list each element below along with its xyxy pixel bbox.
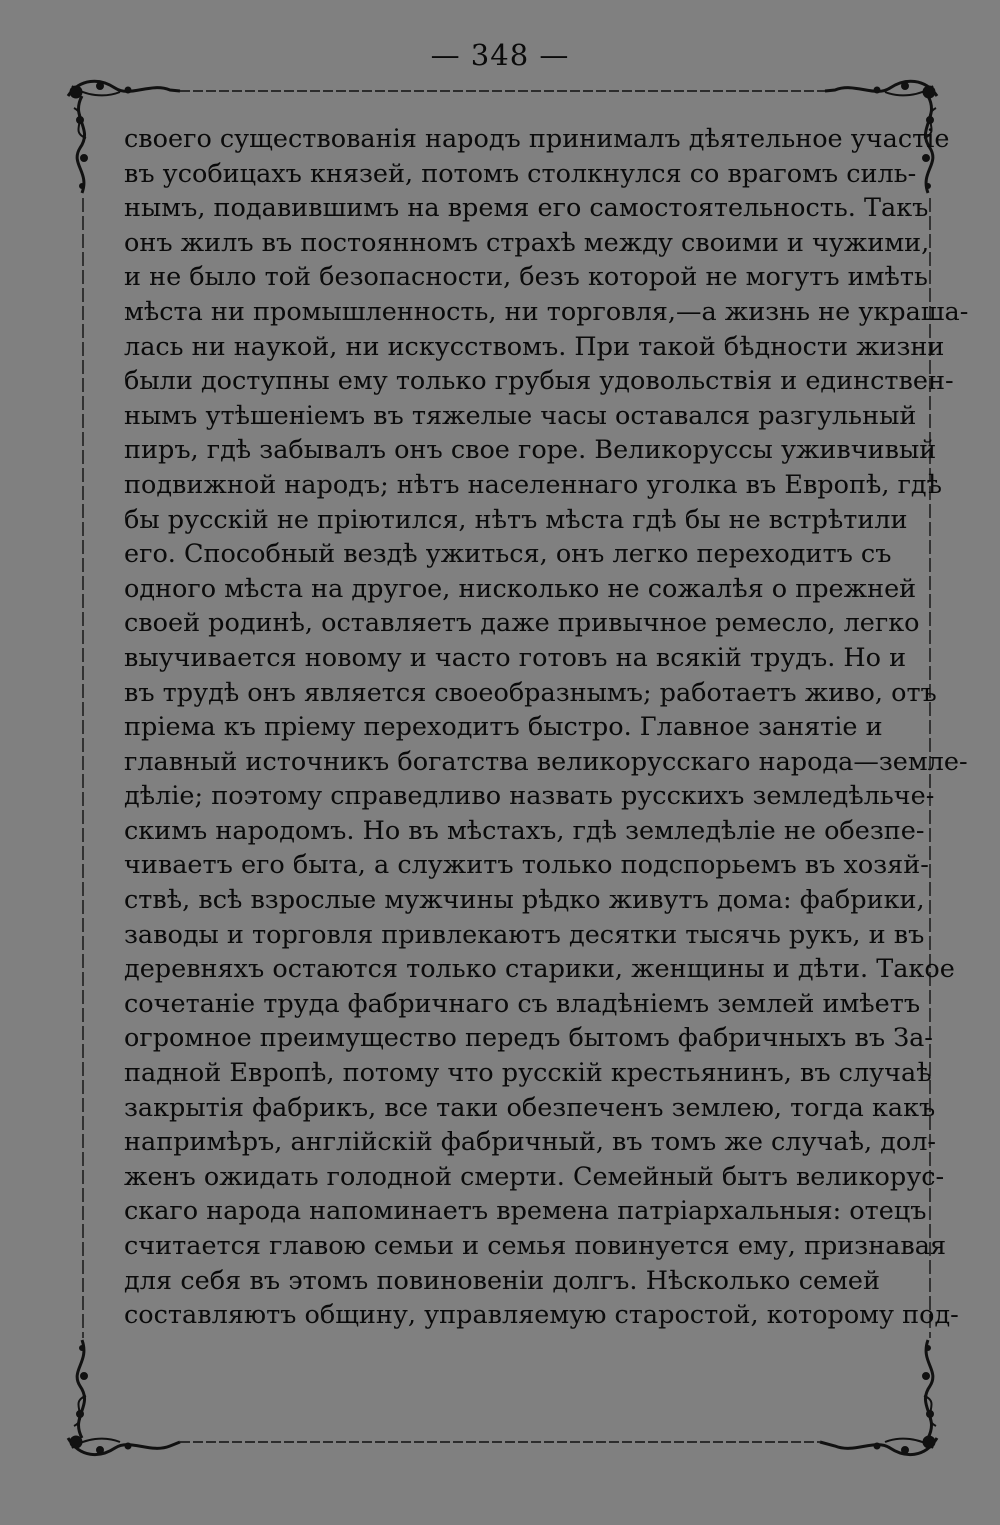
text-line: деревняхъ остаются только старики, женщины и дѣти. Такое [124,954,955,985]
text-line: дѣліе; поэтому справедливо назвать русскихъ земледѣльче- [124,781,935,812]
body-text [124,122,969,1333]
text-line: считается главою семьи и семья повинуется ему, признавая [124,1231,947,1261]
page-number: — 348 — [430,38,570,72]
text-line: своего существованія народъ принималъ дѣятельное участіе [124,124,950,154]
text-line: составляютъ общину, управляемую старостой, которому под- [124,1300,959,1331]
text-line: заводы и торговля привлекаютъ десятки тысячь рукъ, и въ [124,919,925,950]
text-line: подвижной народъ; нѣтъ населеннаго уголка въ Европѣ, гдѣ [124,469,943,500]
text-line: нымъ утѣшеніемъ въ тяжелые часы оставался разгульный [124,400,917,431]
text-line: нымъ, подавившимъ на время его самостоятельность. Такъ [124,193,929,224]
text-line: своей родинѣ, оставляетъ даже привычное ремесло, легко [124,608,920,639]
text-line: для себя въ этомъ повиновеніи долгъ. Нѣсколько семей [124,1265,880,1296]
text-line: огромное преимущество передъ бытомъ фабричныхъ въ За- [124,1023,933,1054]
text-line: и не было той безопасности, безъ которой не могутъ имѣть [124,262,928,293]
corner-ornament-bottom-right [820,1340,937,1455]
text-line: падной Европѣ, потому что русскій крестьянинъ, въ случаѣ [124,1058,932,1089]
text-line: были доступны ему только грубыя удовольствія и единствен- [124,366,954,397]
text-line: выучивается новому и часто готовъ на всякій трудъ. Но и [124,642,907,673]
text-line: въ трудѣ онъ является своеобразнымъ; работаетъ живо, отъ [124,677,937,708]
corner-ornament-bottom-left [68,1340,180,1455]
text-line: сочетаніе труда фабричнаго съ владѣніемъ землей имѣетъ [124,988,921,1019]
text-line: ствѣ, всѣ взрослые мужчины рѣдко живутъ дома: фабрики, [124,885,925,916]
text-line: бы русскій не пріютился, нѣтъ мѣста гдѣ бы не встрѣтили [124,504,908,535]
text-line: главный источникъ богатства великорусскаго народа—земле- [124,746,968,777]
text-line: женъ ожидать голодной смерти. Семейный бытъ великорус- [124,1161,945,1192]
text-line: его. Способный вездѣ ужиться, онъ легко переходитъ съ [124,539,892,570]
text-line: скимъ народомъ. Но въ мѣстахъ, гдѣ земледѣліе не обезпе- [124,815,925,846]
text-line: въ усобицахъ князей, потомъ столкнулся со врагомъ силь- [124,158,917,189]
text-line: чиваетъ его быта, а служитъ только подспорьемъ въ хозяй- [124,850,929,881]
text-line: скаго народа напоминаетъ времена патріархальныя: отецъ [124,1196,927,1227]
text-line: пиръ, гдѣ забывалъ онъ свое горе. Великоруссы уживчивый [124,435,937,466]
text-line: напримѣръ, англійскій фабричный, въ томъ же случаѣ, дол- [124,1127,937,1158]
text-line: мѣста ни промышленность, ни торговля,—а жизнь не украша- [124,296,969,327]
text-line: лась ни наукой, ни искусствомъ. При такой бѣдности жизни [124,331,945,362]
text-line: закрытія фабрикъ, все таки обезпеченъ землею, тогда какъ [124,1092,936,1123]
text-line: пріема къ пріему переходитъ быстро. Главное занятіе и [124,712,883,743]
text-line: одного мѣста на другое, нисколько не сожалѣя о прежней [124,573,917,604]
text-line: онъ жилъ въ постоянномъ страхѣ между своими и чужими, [124,227,930,258]
